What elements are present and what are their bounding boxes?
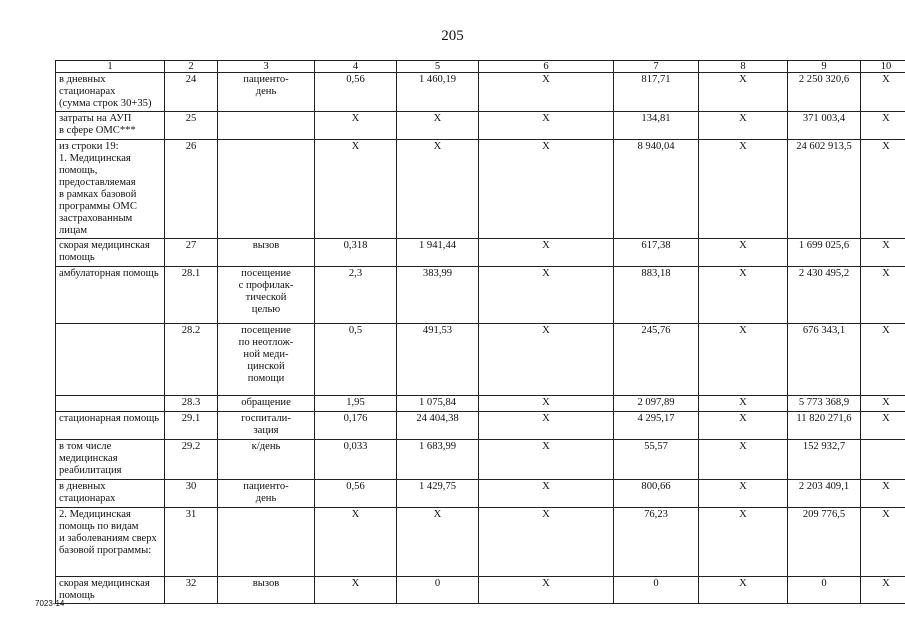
table-cell-col1: амбулаторная помощь (56, 267, 165, 324)
table-cell-col5: 1 683,99 (397, 440, 479, 480)
table-cell-col10: Х (861, 577, 905, 604)
table-cell-col7: 617,38 (614, 239, 699, 267)
table-cell-col8: Х (699, 440, 788, 480)
table-cell-col5: 24 404,38 (397, 412, 479, 440)
table-cell-col10: Х (861, 324, 905, 396)
table-cell-col4: 0,318 (315, 239, 397, 267)
table-cell-col5: 0 (397, 577, 479, 604)
header-cell: 1 (56, 61, 165, 73)
table-cell-col5: 383,99 (397, 267, 479, 324)
header-cell: 7 (614, 61, 699, 73)
table-cell-col8: Х (699, 73, 788, 112)
table-cell-col3: вызов (218, 577, 315, 604)
table-cell-col7: 2 097,89 (614, 396, 699, 412)
table-cell-col6: Х (479, 480, 614, 508)
table-cell-col6: Х (479, 396, 614, 412)
table-row (56, 73, 905, 112)
table-row (56, 140, 905, 239)
table-row (56, 577, 905, 604)
table-cell-col5: 1 941,44 (397, 239, 479, 267)
table-cell-col3: пациенто- день (218, 73, 315, 112)
header-cell: 5 (397, 61, 479, 73)
table-cell-col8: Х (699, 412, 788, 440)
table-cell-col3: к/день (218, 440, 315, 480)
table-cell-col1: из строки 19: 1. Медицинская помощь, предоставляемая в рамках базовой программы ОМС застрахованным лицам (56, 140, 165, 239)
table-cell-col7: 800,66 (614, 480, 699, 508)
table-cell-col9: 152 932,7 (788, 440, 861, 480)
table-cell-col8: Х (699, 324, 788, 396)
table-cell-col5: 1 429,75 (397, 480, 479, 508)
header-cell: 3 (218, 61, 315, 73)
table-cell-col6: Х (479, 324, 614, 396)
table-row (56, 508, 905, 577)
table-cell-col8: Х (699, 480, 788, 508)
table-row (56, 412, 905, 440)
table-cell-col4: 0,5 (315, 324, 397, 396)
table-cell-col2: 29.2 (165, 440, 218, 480)
table-cell-col10: Х (861, 412, 905, 440)
header-cell: 9 (788, 61, 861, 73)
table-row (56, 440, 905, 480)
table-cell-col1: 2. Медицинская помощь по видам и заболеваниям сверх базовой программы: (56, 508, 165, 577)
table-cell-col1 (56, 396, 165, 412)
table-cell-col2: 32 (165, 577, 218, 604)
table-cell-col7: 4 295,17 (614, 412, 699, 440)
table-cell-col1: в дневных стационарах (56, 480, 165, 508)
table-cell-col9: 2 203 409,1 (788, 480, 861, 508)
table-cell-col4: 2,3 (315, 267, 397, 324)
table-cell-col1: стационарная помощь (56, 412, 165, 440)
table-cell-col4: Х (315, 577, 397, 604)
table-cell-col2: 28.1 (165, 267, 218, 324)
table-cell-col4: Х (315, 508, 397, 577)
table-cell-col3: пациенто- день (218, 480, 315, 508)
table-cell-col9: 11 820 271,6 (788, 412, 861, 440)
table-cell-col8: Х (699, 396, 788, 412)
table-cell-col5: 491,53 (397, 324, 479, 396)
table-cell-col4: Х (315, 112, 397, 140)
table-cell-col2: 26 (165, 140, 218, 239)
table-cell-col6: Х (479, 508, 614, 577)
table-cell-col2: 30 (165, 480, 218, 508)
table-cell-col1: скорая медицинская помощь (56, 577, 165, 604)
table-cell-col5: 1 460,19 (397, 73, 479, 112)
table-cell-col3: вызов (218, 239, 315, 267)
table-cell-col1 (56, 324, 165, 396)
table-cell-col1: в том числе медицинская реабилитация (56, 440, 165, 480)
table-cell-col3: посещение по неотлож- ной меди- цинской помощи (218, 324, 315, 396)
table-cell-col3: обращение (218, 396, 315, 412)
table-cell-col10: Х (861, 508, 905, 577)
table-cell-col9: 371 003,4 (788, 112, 861, 140)
table-cell-col10: Х (861, 267, 905, 324)
table-cell-col7: 76,23 (614, 508, 699, 577)
header-cell: 8 (699, 61, 788, 73)
table-cell-col9: 209 776,5 (788, 508, 861, 577)
table-cell-col3: госпитали- зация (218, 412, 315, 440)
table-cell-col2: 31 (165, 508, 218, 577)
table-row (56, 396, 905, 412)
header-cell: 4 (315, 61, 397, 73)
table-cell-col8: Х (699, 267, 788, 324)
table-row (56, 324, 905, 396)
table-cell-col7: 0 (614, 577, 699, 604)
table-cell-col4: 1,95 (315, 396, 397, 412)
table-cell-col10: Х (861, 112, 905, 140)
table-header-row (56, 61, 905, 73)
table-cell-col9: 1 699 025,6 (788, 239, 861, 267)
table-row (56, 239, 905, 267)
page-number: 205 (441, 28, 464, 44)
table-cell-col9: 2 250 320,6 (788, 73, 861, 112)
table-cell-col3 (218, 112, 315, 140)
table-cell-col8: Х (699, 577, 788, 604)
table-cell-col1: в дневных стационарах (сумма строк 30+35) (56, 73, 165, 112)
table-row (56, 112, 905, 140)
table-cell-col10 (861, 440, 905, 480)
table-cell-col2: 28.3 (165, 396, 218, 412)
table-cell-col5: Х (397, 112, 479, 140)
table-cell-col2: 28.2 (165, 324, 218, 396)
table-cell-col7: 245,76 (614, 324, 699, 396)
table-cell-col6: Х (479, 577, 614, 604)
table-cell-col8: Х (699, 140, 788, 239)
header-cell: 6 (479, 61, 614, 73)
table-cell-col7: 55,57 (614, 440, 699, 480)
table-cell-col5: Х (397, 508, 479, 577)
table-cell-col2: 24 (165, 73, 218, 112)
table-cell-col10: Х (861, 239, 905, 267)
table-cell-col4: Х (315, 140, 397, 239)
header-cell: 10 (861, 61, 905, 73)
data-table (55, 60, 905, 604)
document-code: 7023-14 (35, 599, 65, 608)
table-cell-col2: 25 (165, 112, 218, 140)
table-cell-col8: Х (699, 112, 788, 140)
table-cell-col5: 1 075,84 (397, 396, 479, 412)
table-row (56, 480, 905, 508)
table-cell-col7: 883,18 (614, 267, 699, 324)
table-cell-col6: Х (479, 440, 614, 480)
table-cell-col1: скорая медицинская помощь (56, 239, 165, 267)
table-cell-col4: 0,176 (315, 412, 397, 440)
table-cell-col8: Х (699, 239, 788, 267)
table-cell-col1: затраты на АУП в сфере ОМС*** (56, 112, 165, 140)
table-cell-col10: Х (861, 73, 905, 112)
table-cell-col2: 29.1 (165, 412, 218, 440)
table-body (56, 73, 905, 604)
table-cell-col9: 24 602 913,5 (788, 140, 861, 239)
table-cell-col4: 0,56 (315, 480, 397, 508)
header-cell: 2 (165, 61, 218, 73)
table-cell-col7: 134,81 (614, 112, 699, 140)
table-row (56, 267, 905, 324)
table-cell-col3 (218, 140, 315, 239)
table-cell-col8: Х (699, 508, 788, 577)
table-cell-col4: 0,033 (315, 440, 397, 480)
table-cell-col9: 5 773 368,9 (788, 396, 861, 412)
table-cell-col4: 0,56 (315, 73, 397, 112)
table-cell-col10: Х (861, 480, 905, 508)
table-cell-col9: 2 430 495,2 (788, 267, 861, 324)
table-cell-col6: Х (479, 412, 614, 440)
table-cell-col3 (218, 508, 315, 577)
table-cell-col6: Х (479, 112, 614, 140)
table-cell-col9: 0 (788, 577, 861, 604)
table-cell-col6: Х (479, 267, 614, 324)
table-cell-col6: Х (479, 140, 614, 239)
table-cell-col5: Х (397, 140, 479, 239)
table-cell-col6: Х (479, 239, 614, 267)
table-cell-col10: Х (861, 140, 905, 239)
table-cell-col6: Х (479, 73, 614, 112)
table-cell-col7: 817,71 (614, 73, 699, 112)
table-cell-col3: посещение с профилак- тической целью (218, 267, 315, 324)
table-cell-col9: 676 343,1 (788, 324, 861, 396)
table-cell-col7: 8 940,04 (614, 140, 699, 239)
table-cell-col10: Х (861, 396, 905, 412)
table-cell-col2: 27 (165, 239, 218, 267)
